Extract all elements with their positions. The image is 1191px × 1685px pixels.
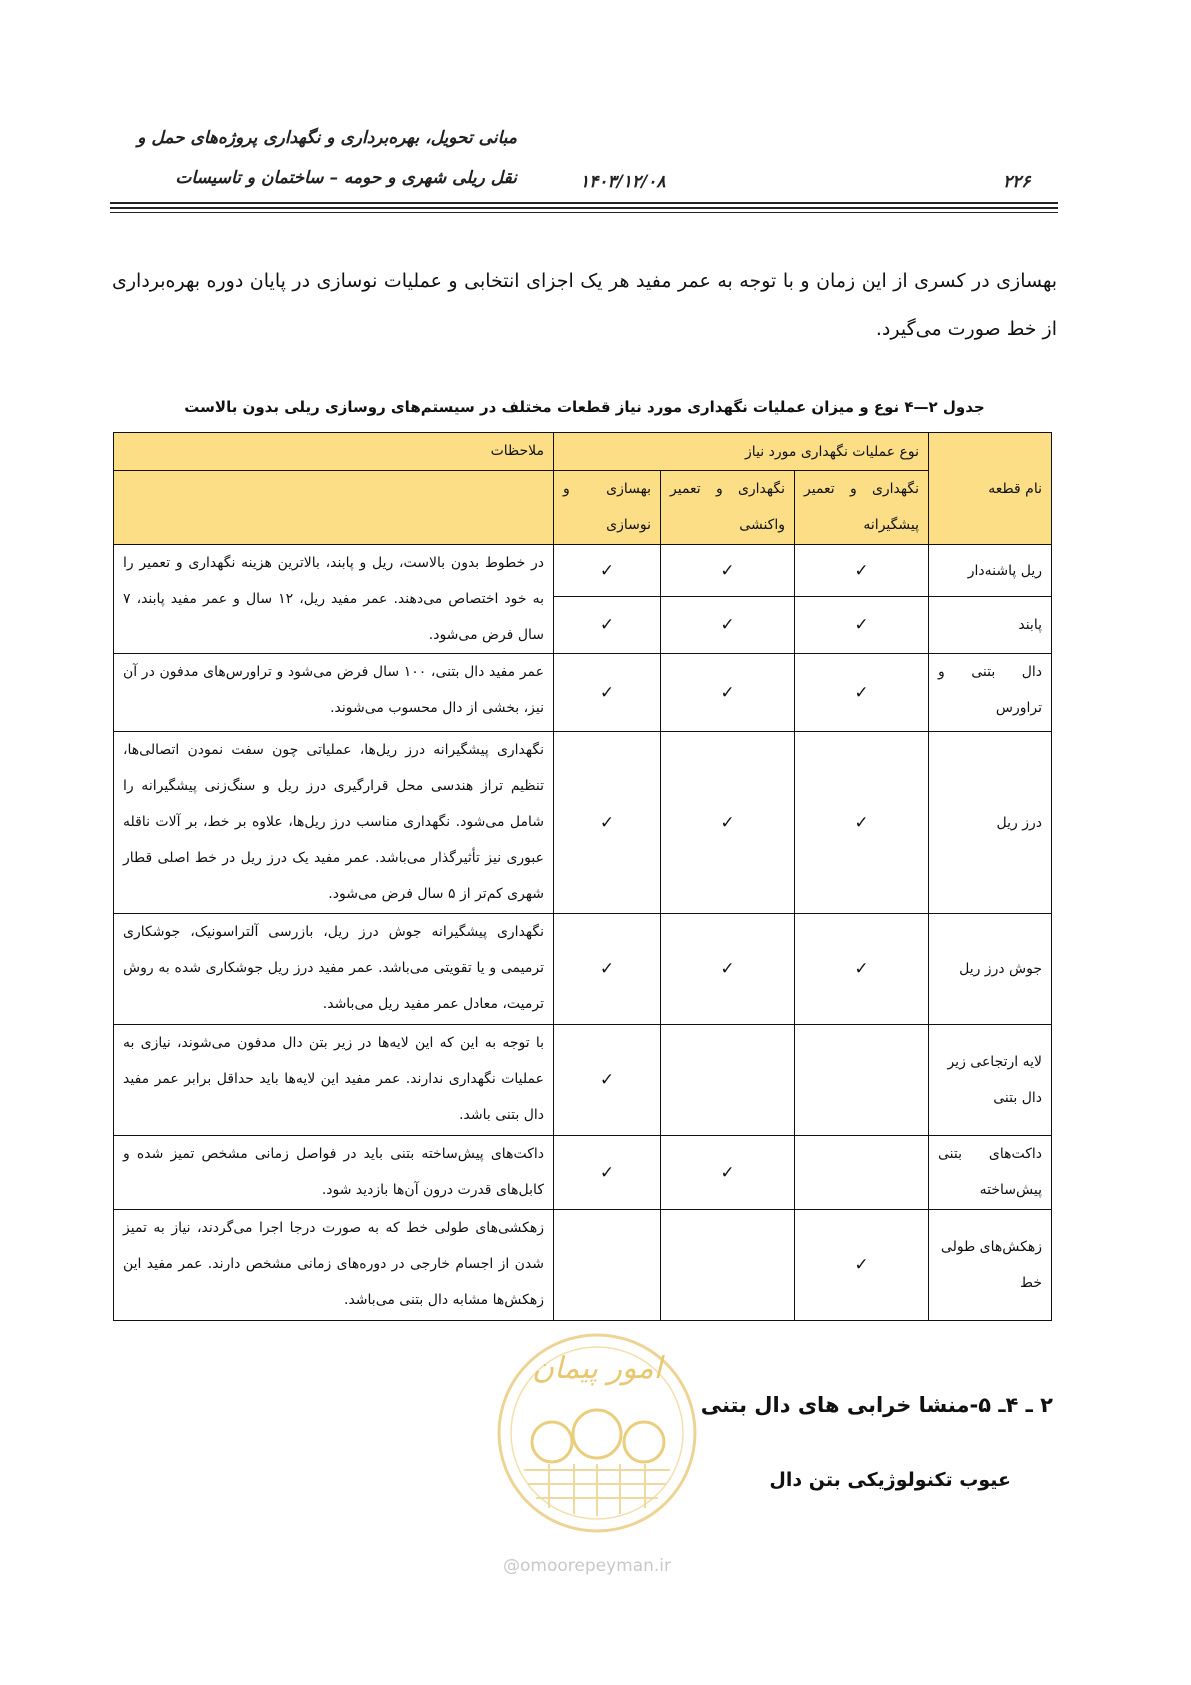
check-mark: ✓ [795, 654, 929, 732]
header-preventive: نگهداری و تعمیر پیشگیرانه [795, 471, 929, 545]
check-mark: ✓ [661, 732, 795, 914]
check-mark: ✓ [795, 914, 929, 1025]
check-mark: ✓ [661, 545, 795, 597]
check-mark: ✓ [554, 654, 661, 732]
check-mark: ✓ [554, 597, 661, 654]
section-heading: ۲ ـ ۴ـ ۵-منشا خرابی های دال بتنی [700, 1393, 1053, 1417]
check-mark: ✓ [795, 732, 929, 914]
check-mark: ✓ [661, 914, 795, 1025]
check-mark: ✓ [554, 1136, 661, 1210]
header-remarks-blank [114, 471, 554, 545]
check-mark [554, 1210, 661, 1321]
part-name: درز ریل [929, 732, 1052, 914]
header-title-line2: نقل ریلی شهری و حومه – ساختمان و تاسیسات [175, 168, 517, 188]
header-operations-group: نوع عملیات نگهداری مورد نیاز [554, 433, 929, 471]
part-name: ریل پاشنه‌دار [929, 545, 1052, 597]
check-mark [661, 1210, 795, 1321]
part-name: زهکش‌های طولی خط [929, 1210, 1052, 1321]
remark-cell: عمر مفید دال بتنی، ۱۰۰ سال فرض می‌شود و تراورس‌های مدفون در آن نیز، بخشی از دال محسوب می‌شوند. [114, 654, 554, 732]
table-row [114, 732, 1052, 914]
header-title-line1: مبانی تحویل، بهره‌برداری و نگهداری پروژه‌های حمل و [137, 128, 517, 148]
header-rule [110, 207, 1058, 209]
page-number: ۲۲۶ [1003, 172, 1031, 192]
remark-cell: نگهداری پیشگیرانه درز ریل‌ها، عملیاتی چون سفت نمودن اتصالی‌ها، تنظیم تراز هندسی محل قرارگیری درز ریل و سنگ‌زنی پیشگیرانه را شامل می‌شود. نگهداری مناسب درز ریل‌ها، علاوه بر خط، بر آلات ناقله عبوری نیز تأثیرگذار می‌باشد. عمر مفید یک درز ریل در خط اصلی قطار شهری کم‌تر از ۵ سال فرض می‌شود. [114, 732, 554, 914]
check-mark: ✓ [661, 597, 795, 654]
part-name: پابند [929, 597, 1052, 654]
watermark-url: @omoorepeyman.ir [503, 1556, 672, 1576]
part-name: دال بتنی و تراورس [929, 654, 1052, 732]
watermark-logo [494, 1330, 700, 1540]
check-mark: ✓ [554, 914, 661, 1025]
table-row [114, 1025, 1052, 1136]
table-row [114, 545, 1052, 597]
check-mark: ✓ [554, 1025, 661, 1136]
maintenance-table [113, 432, 1052, 1321]
check-mark: ✓ [795, 545, 929, 597]
part-name: داکت‌های بتنی پیش‌ساخته [929, 1136, 1052, 1210]
table-row [114, 1210, 1052, 1321]
table-row [114, 914, 1052, 1025]
check-mark: ✓ [661, 654, 795, 732]
remark-cell: نگهداری پیشگیرانه جوش درز ریل، بازرسی آلتراسونیک، جوشکاری ترمیمی و یا تقویتی می‌باشد. عمر مفید درز ریل جوشکاری شده به روش ترمیت، معادل عمر مفید ریل می‌باشد. [114, 914, 554, 1025]
check-mark: ✓ [554, 732, 661, 914]
table-header-row [114, 433, 1052, 471]
header-renovation: بهسازی و نوسازی [554, 471, 661, 545]
header-rule [110, 212, 1058, 213]
check-mark: ✓ [795, 597, 929, 654]
remark-cell: داکت‌های پیش‌ساخته بتنی باید در فواصل زمانی مشخص تمیز شده و کابل‌های قدرت درون آن‌ها بازدید شود. [114, 1136, 554, 1210]
section-subheading: عیوب تکنولوژیکی بتن دال [769, 1469, 1011, 1491]
remark-cell: در خطوط بدون بالاست، ریل و پابند، بالاترین هزینه نگهداری و تعمیر را به خود اختصاص می‌دهند. عمر مفید ریل، ۱۲ سال و عمر مفید پابند، ۷ سال فرض می‌شود. [114, 545, 554, 654]
check-mark: ✓ [661, 1136, 795, 1210]
part-name: جوش درز ریل [929, 914, 1052, 1025]
remark-cell: با توجه به این که این لایه‌ها در زیر بتن دال مدفون می‌شوند، نیازی به عملیات نگهداری ندارند. عمر مفید این لایه‌ها باید حداقل برابر عمر مفید دال بتنی باشد. [114, 1025, 554, 1136]
header-reactive: نگهداری و تعمیر واکنشی [661, 471, 795, 545]
remark-cell: زهکشی‌های طولی خط که به صورت درجا اجرا می‌گردند، نیاز به تمیز شدن از اجسام خارجی در دوره‌های زمانی مشخص دارند. عمر مفید این زهکش‌ها مشابه دال بتنی می‌باشد. [114, 1210, 554, 1321]
table-header-row [114, 471, 1052, 545]
part-name: لایه ارتجاعی زیر دال بتنی [929, 1025, 1052, 1136]
check-mark [795, 1136, 929, 1210]
table-row [114, 1136, 1052, 1210]
table-row [114, 654, 1052, 732]
check-mark: ✓ [795, 1210, 929, 1321]
header-rule [110, 202, 1058, 204]
watermark-logo-text: امور پیمان [532, 1351, 662, 1386]
intro-paragraph: بهسازی در کسری از این زمان و با توجه به عمر مفید هر یک اجزای انتخابی و عملیات نوسازی در پایان دوره بهره‌برداری از خط صورت می‌گیرد. [112, 270, 1057, 340]
check-mark: ✓ [554, 545, 661, 597]
header-date: ۱۴۰۳/۱۲/۰۸ [580, 172, 666, 192]
header-part-name: نام قطعه [929, 433, 1052, 545]
check-mark [795, 1025, 929, 1136]
header-remarks: ملاحظات [114, 433, 554, 471]
table-caption: جدول ۲—۴ نوع و میزان عملیات نگهداری مورد نیاز قطعات مختلف در سیستم‌های روسازی ریلی بدون بالاست [184, 398, 985, 416]
check-mark [661, 1025, 795, 1136]
